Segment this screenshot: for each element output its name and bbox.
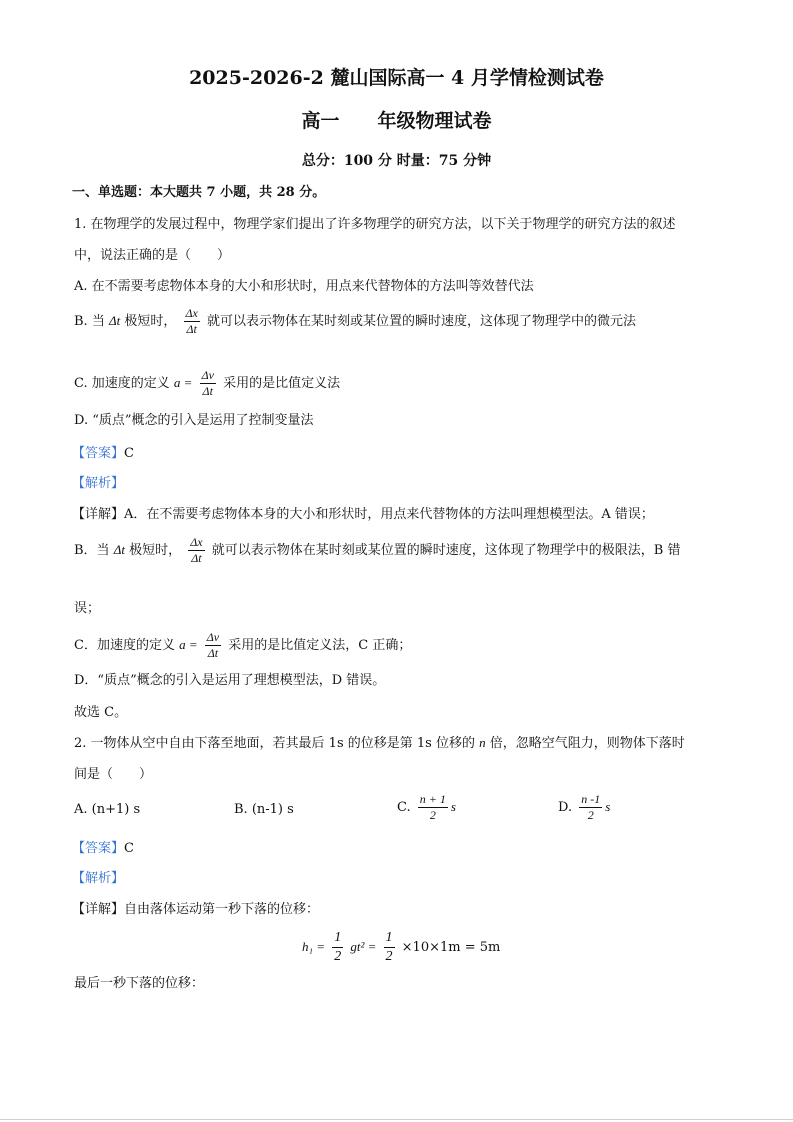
exam-subtitle: 高一 年级物理试卷: [301, 110, 492, 132]
q1-option-c-fraction: [200, 368, 216, 399]
q1-detail-a: 【详解】A．在不需要考虑物体本身的大小和形状时，用点来代替物体的方法叫理想模型法。A 错误；: [72, 507, 654, 522]
fraction-denominator: Δt: [202, 384, 213, 398]
q1-option-c: [74, 368, 340, 399]
answer-label: 【答案】: [72, 841, 125, 856]
q1-answer: [72, 442, 134, 461]
q1-detail-c-eq: a =: [179, 637, 198, 652]
fraction-numerator: Δx: [190, 535, 203, 549]
q1-option-c-pre: C. 加速度的定义: [74, 376, 170, 391]
q1-option-a: A. 在不需要考虑物体本身的大小和形状时，用点来代替物体的方法叫等效替代法: [74, 279, 534, 294]
q2-stem-line1: [74, 732, 685, 751]
q2-option-c-fraction: [418, 792, 448, 823]
q2-option-d: [558, 792, 610, 823]
fraction-numerator: n + 1: [419, 792, 446, 806]
fraction-numerator: n -1: [581, 792, 601, 806]
fraction-numerator: Δv: [206, 630, 220, 644]
fraction-denominator: 2: [385, 949, 393, 964]
q1-detail-b-pre: B．当: [74, 543, 110, 558]
fraction-numerator: 1: [332, 929, 343, 948]
q2-option-a: A. (n+1) s: [74, 802, 141, 817]
q2-equation: [302, 929, 500, 966]
q1-option-d: D. “质点”概念的引入是运用了控制变量法: [74, 413, 314, 428]
q2-option-c-unit: s: [450, 799, 456, 814]
q2-last-line: 最后一秒下落的位移：: [74, 976, 205, 991]
fraction-numerator: 1: [384, 929, 395, 948]
section-heading: 一、单选题：本大题共 7 小题，共 28 分。: [72, 185, 326, 200]
q2-option-d-fraction: [579, 792, 602, 823]
q1-option-b-var: Δt: [108, 313, 121, 328]
q2-stem-post: 倍，忽略空气阻力，则物体下落时: [489, 736, 685, 751]
q1-detail-b-mid: 极短时，: [129, 543, 182, 558]
q1-conclusion: 故选 C。: [74, 705, 128, 720]
equation-rhs: ×10×1m = 5m: [401, 940, 501, 955]
answer-value: C: [124, 446, 134, 461]
q1-detail-b-var: Δt: [113, 542, 125, 557]
equation-lhs: h₁ =: [302, 939, 326, 954]
q2-stem-pre: 2. 一物体从空中自由下落至地面，若其最后 1s 的位移是第 1s 位移的: [74, 736, 475, 751]
q1-stem-line1: 1. 在物理学的发展过程中，物理学家们提出了许多物理学的研究方法，以下关于物理学的研究方法的叙述: [74, 217, 676, 232]
exam-title: 2025-2026-2 麓山国际高一 4 月学情检测试卷: [189, 67, 604, 89]
equation-fraction-2: [384, 929, 395, 966]
fraction-denominator: Δt: [207, 646, 219, 660]
fraction-numerator: Δv: [201, 368, 214, 382]
q1-detail-b: [74, 535, 680, 566]
fraction-denominator: 2: [334, 949, 342, 964]
answer-value: C: [124, 841, 134, 856]
q2-analysis-label: 【解析】: [72, 871, 125, 886]
q1-option-c-eq: a =: [173, 375, 193, 390]
q1-option-c-post: 采用的是比值定义法: [223, 376, 341, 391]
q1-detail-c-pre: C．加速度的定义: [74, 638, 175, 653]
fraction-denominator: 2: [429, 808, 436, 822]
answer-label: 【答案】: [72, 446, 125, 461]
q1-detail-b-post: 就可以表示物体在某时刻或某位置的瞬时速度，这体现了物理学中的极限法，B 错: [211, 543, 681, 558]
q1-detail-c-fraction: [205, 630, 221, 661]
page-bottom-rule: [0, 1119, 793, 1120]
score-time: 总分：100 分 时量：75 分钟: [301, 153, 492, 169]
q2-stem-line2: 间是（ ）: [74, 767, 153, 782]
q1-option-b-post: 就可以表示物体在某时刻或某位置的瞬时速度，这体现了物理学中的微元法: [207, 314, 637, 329]
fraction-denominator: Δt: [186, 322, 197, 336]
equation-mid: gt² =: [350, 939, 377, 954]
q2-option-d-label: D.: [558, 800, 573, 815]
fraction-numerator: Δx: [185, 306, 198, 320]
q2-answer: [72, 837, 134, 856]
q1-option-b-mid: 极短时，: [124, 314, 177, 329]
q1-detail-b-fraction: [188, 535, 204, 566]
q1-analysis-label: 【解析】: [72, 476, 125, 491]
fraction-denominator: Δt: [191, 551, 202, 565]
q1-option-b: [74, 306, 636, 337]
q2-detail-line1: 【详解】自由落体运动第一秒下落的位移：: [72, 902, 320, 917]
q1-stem-line2: 中，说法正确的是（ ）: [74, 248, 231, 263]
q1-detail-d: D．“质点”概念的引入是运用了理想模型法，D 错误。: [74, 673, 386, 688]
q1-option-b-pre: B. 当: [74, 314, 105, 329]
q1-option-b-fraction: [184, 306, 200, 337]
q2-option-d-unit: s: [605, 799, 611, 814]
q2-option-c: [397, 792, 456, 823]
q1-detail-c: [74, 630, 411, 661]
q2-stem-var: n: [479, 735, 486, 750]
q2-option-c-label: C.: [397, 800, 411, 815]
equation-fraction-1: [332, 929, 343, 966]
q1-detail-b-wrap: 误；: [74, 601, 101, 616]
q2-option-b: B. (n-1) s: [234, 802, 294, 817]
q1-detail-c-post: 采用的是比值定义法，C 正确；: [228, 638, 412, 653]
fraction-denominator: 2: [587, 808, 594, 822]
